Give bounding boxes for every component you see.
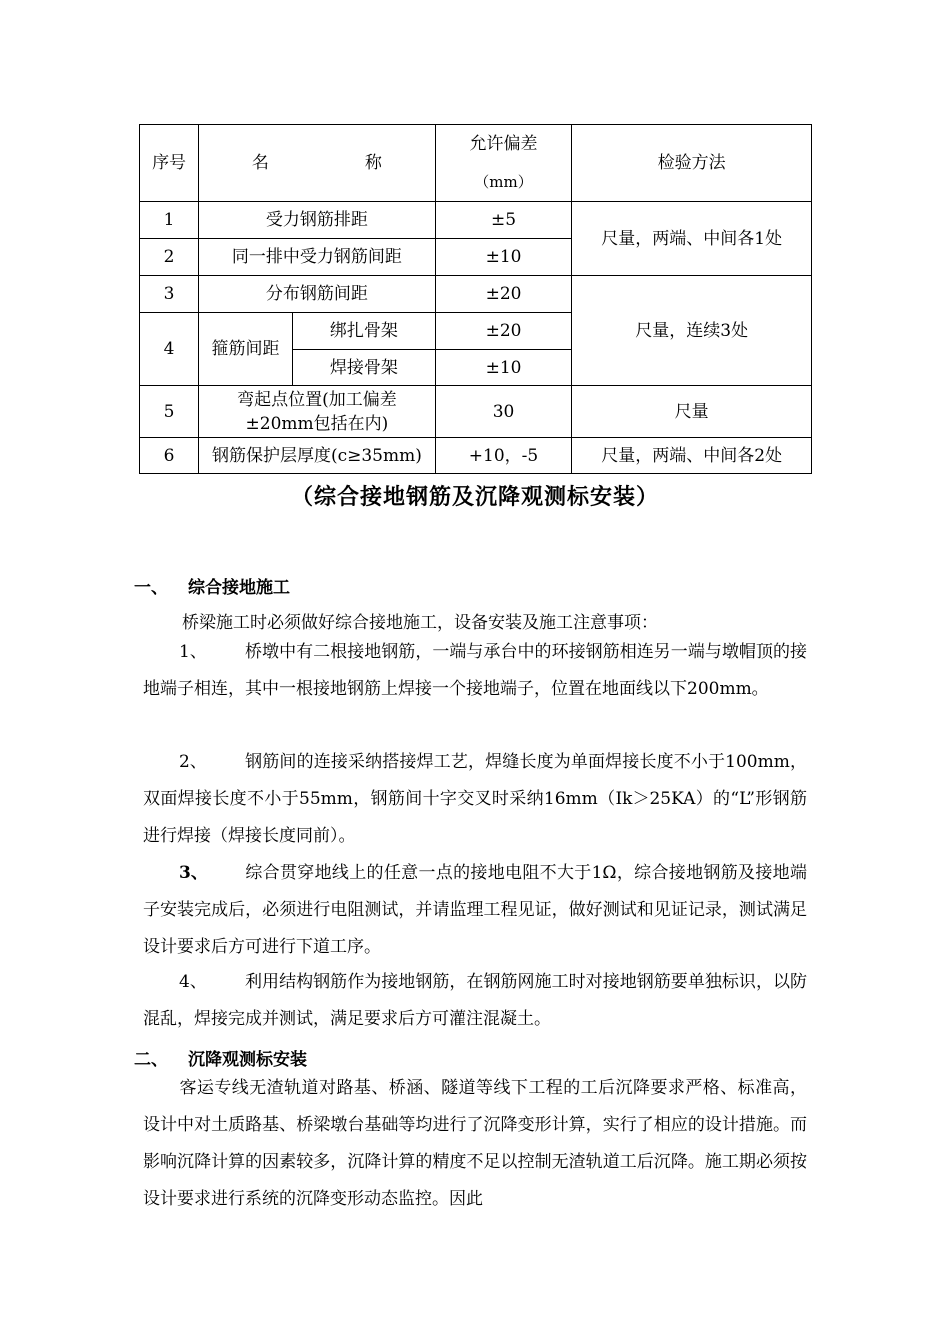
item4-label: 4、 xyxy=(179,972,207,992)
section2-text: 客运专线无渣轨道对路基、桥涵、隧道等线下工程的工后沉降要求严格、标准高，设计中对土质路基、桥梁墩台基础等均进行了沉降变形计算，实行了相应的设计措施。而影响沉降计算的因素较多，沉降计算的精度不足以控制无渣轨道工后沉降。施工期必须按设计要求进行系统的沉降变形动态监控。因此 xyxy=(143,1078,807,1209)
section1-heading xyxy=(134,573,290,598)
header-name-b: 称 xyxy=(364,153,382,173)
item1-text: 桥墩中有二根接地钢筋，一端与承台中的环接钢筋相连另一端与墩帽顶的接地端子相连，其中一根接地钢筋上焊接一个接地端子，位置在地面线以下200mm。 xyxy=(143,642,807,699)
row4-sub2: 焊接骨架 xyxy=(292,350,435,386)
row3-tol: ±20 xyxy=(435,276,572,313)
section2-heading-text: 沉降观测标安装 xyxy=(188,1050,307,1070)
section1-num: 一、 xyxy=(134,578,168,598)
section1-intro: 桥梁施工时必须做好综合接地施工，设备安装及施工注意事项： xyxy=(182,613,658,633)
item3-label: 3、 xyxy=(179,863,208,883)
table-row xyxy=(140,438,812,474)
table-row xyxy=(140,386,812,438)
item4-text: 利用结构钢筋作为接地钢筋，在钢筋网施工时对接地钢筋要单独标识，以防混乱，焊接完成并测试，满足要求后方可灌注混凝土。 xyxy=(143,972,807,1029)
row5-name-line2: ±20mm包括在内) xyxy=(245,413,389,434)
row6-method: 尺量，两端、中间各2处 xyxy=(572,438,812,474)
row4-tol2: ±10 xyxy=(435,350,572,386)
item2-text: 钢筋间的连接采纳搭接焊工艺，焊缝长度为单面焊接长度不小于100mm，双面焊接长度不小于55mm，钢筋间十字交叉时采纳16mm（Ik＞25KA）的“L”形钢筋进行焊接（焊接长度同前）。 xyxy=(143,752,807,846)
method-rows-1-2: 尺量，两端、中间各1处 xyxy=(572,202,812,276)
row1-tol: ±5 xyxy=(435,202,572,239)
row3-no: 3 xyxy=(140,276,199,313)
row5-no: 5 xyxy=(140,386,199,438)
row1-name: 受力钢筋排距 xyxy=(199,202,436,239)
row2-no: 2 xyxy=(140,239,199,276)
header-name-a: 名 xyxy=(251,153,269,173)
table-header-row xyxy=(140,125,812,202)
item2-label: 2、 xyxy=(179,752,207,772)
header-no: 序号 xyxy=(140,125,199,202)
row6-name: 钢筋保护层厚度(c≥35mm) xyxy=(199,438,436,474)
row4-sub1: 绑扎骨架 xyxy=(292,313,435,350)
row4-name: 箍筋间距 xyxy=(199,313,293,386)
row5-method: 尺量 xyxy=(572,386,812,438)
method-rows-3-4: 尺量，连续3处 xyxy=(572,276,812,386)
row6-tol: +10，-5 xyxy=(435,438,572,474)
row6-no: 6 xyxy=(140,438,199,474)
row4-tol1: ±20 xyxy=(435,313,572,350)
section2-num: 二、 xyxy=(134,1050,168,1070)
row3-name: 分布钢筋间距 xyxy=(199,276,436,313)
section1-item-4 xyxy=(143,964,807,1038)
table-row xyxy=(140,202,812,239)
row5-tol: 30 xyxy=(435,386,572,438)
item1-label: 1、 xyxy=(179,642,207,662)
row4-no: 4 xyxy=(140,313,199,386)
item3-text: 综合贯穿地线上的任意一点的接地电阻不大于1Ω，综合接地钢筋及接地端子安装完成后，必须进行电阻测试，并请监理工程见证，做好测试和见证记录，测试满足设计要求后方可进行下道工序。 xyxy=(143,863,807,957)
section-title: （综合接地钢筋及沉降观测标安装） xyxy=(290,484,659,510)
section1-item-3 xyxy=(143,855,807,966)
row2-name: 同一排中受力钢筋间距 xyxy=(199,239,436,276)
section1-item-1 xyxy=(143,634,807,708)
header-tolerance-line2: （mm） xyxy=(474,173,533,191)
section1-item-2 xyxy=(143,744,807,855)
header-tolerance-line1: 允许偏差 xyxy=(469,134,538,154)
section1-heading-text: 综合接地施工 xyxy=(188,578,290,598)
row1-no: 1 xyxy=(140,202,199,239)
tolerance-table xyxy=(139,124,812,474)
header-tolerance xyxy=(435,125,572,202)
row2-tol: ±10 xyxy=(435,239,572,276)
table-row xyxy=(140,276,812,313)
row5-name xyxy=(199,386,436,438)
header-method: 检验方法 xyxy=(572,125,812,202)
header-name xyxy=(199,125,436,202)
section2-heading xyxy=(134,1045,307,1070)
row5-name-line1: 弯起点位置(加工偏差 xyxy=(237,389,397,410)
section2-paragraph xyxy=(143,1070,807,1218)
